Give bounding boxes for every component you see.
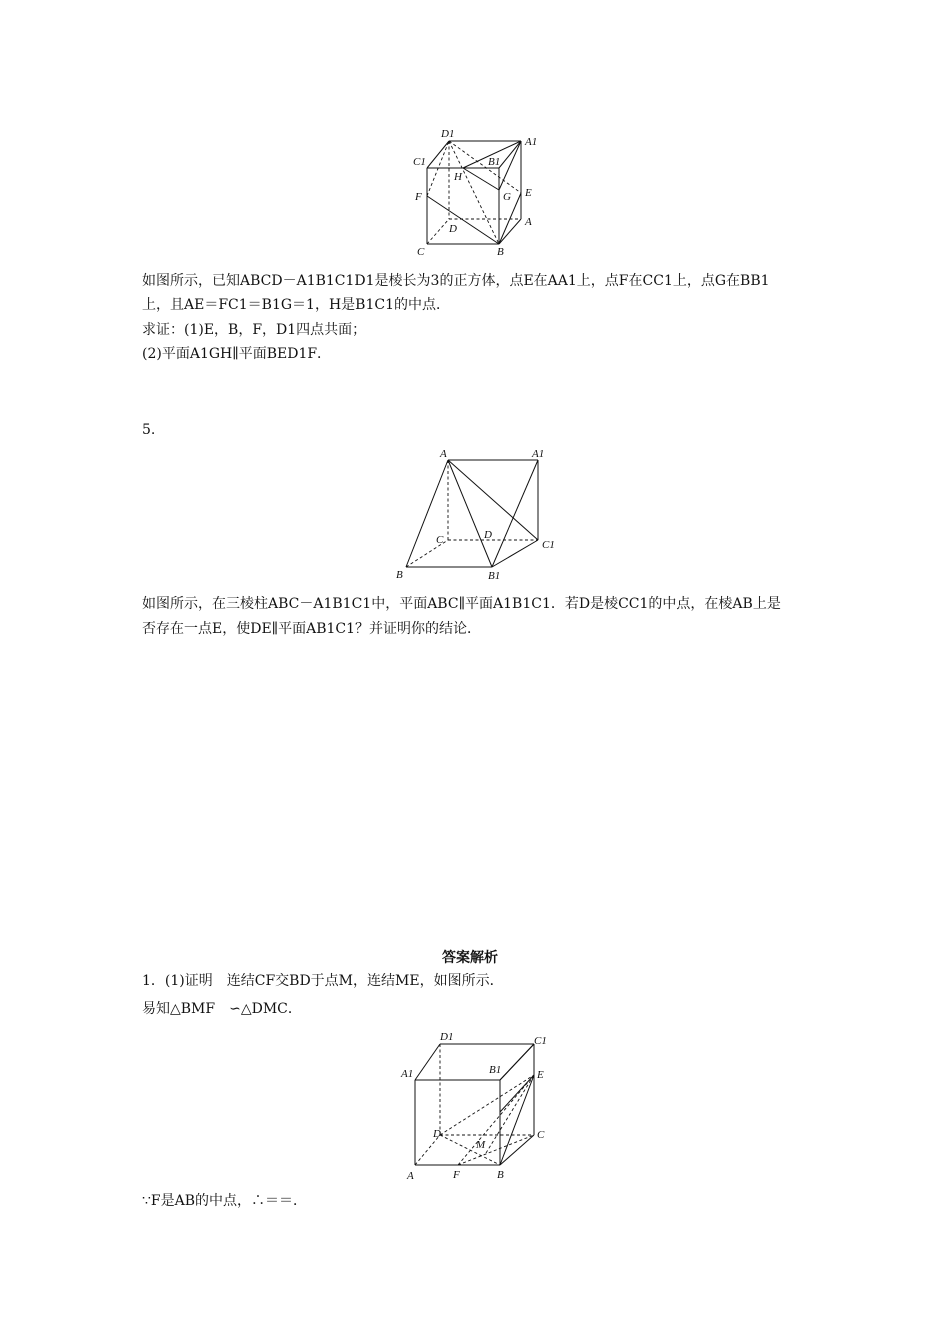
label-F: F	[453, 1169, 460, 1181]
label-A1: A1	[525, 136, 538, 148]
label-C: C	[417, 246, 425, 258]
label-E: E	[525, 187, 532, 199]
problem4-statement-line2: 上，且AE＝FC1＝B1G＝1，H是B1C1的中点．	[142, 297, 450, 313]
label-B1: B1	[488, 156, 501, 168]
problem5-statement-line1: 如图所示，在三棱柱ABC－A1B1C1中，平面ABC∥平面A1B1C1．若D是棱CC1的中点，在棱AB上是	[142, 596, 781, 612]
label-B: B	[396, 569, 403, 581]
label-F: F	[415, 191, 422, 203]
label-A1: A1	[532, 448, 545, 460]
label-D1: D1	[440, 1031, 454, 1043]
label-G: G	[503, 191, 511, 203]
label-D1: D1	[441, 128, 455, 140]
label-C1: C1	[542, 539, 555, 551]
label-H: H	[454, 171, 462, 183]
label-B1: B1	[489, 1064, 502, 1076]
label-A: A	[440, 448, 447, 460]
label-B: B	[497, 246, 504, 258]
label-A1: A1	[401, 1068, 414, 1080]
problem4-prove-line1: 求证：(1)E，B，F，D1四点共面；	[142, 322, 367, 338]
problem4-statement-line1: 如图所示，已知ABCD－A1B1C1D1是棱长为3的正方体，点E在AA1上，点F在CC1上，点G在BB1	[142, 273, 770, 289]
label-C1: C1	[413, 156, 426, 168]
problem5-number: 5.	[142, 422, 156, 438]
problem5-statement-line2: 否存在一点E，使DE∥平面AB1C1？并证明你的结论．	[142, 621, 482, 637]
answer1-line2: 易知△BMF ∽△DMC．	[142, 1001, 302, 1017]
label-A: A	[525, 216, 532, 228]
label-D: D	[433, 1128, 441, 1140]
label-C: C	[537, 1129, 545, 1141]
answer1-line3: ∵F是AB的中点，∴＝＝．	[142, 1193, 308, 1209]
label-C1: C1	[534, 1035, 547, 1047]
label-C: C	[436, 534, 444, 546]
answers-title: 答案解析	[442, 950, 498, 966]
label-M: M	[476, 1139, 486, 1151]
label-B: B	[497, 1169, 504, 1181]
answer1-line1: 1．(1)证明 连结CF交BD于点M，连结ME，如图所示．	[142, 973, 504, 989]
problem4-prove-line2: (2)平面A1GH∥平面BED1F．	[142, 346, 332, 362]
label-D: D	[449, 223, 457, 235]
answer1-cube-figure	[398, 1030, 558, 1186]
problem4-cube-figure	[405, 128, 545, 258]
problem5-prism-figure	[392, 446, 562, 586]
label-A: A	[407, 1170, 414, 1182]
label-B1: B1	[488, 570, 501, 582]
label-E: E	[537, 1069, 544, 1081]
label-D: D	[484, 529, 492, 541]
